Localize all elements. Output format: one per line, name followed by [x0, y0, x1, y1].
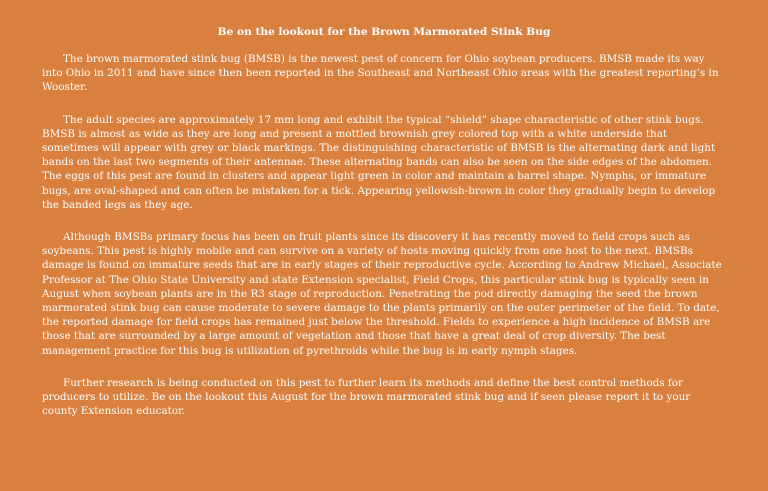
article-title: Be on the lookout for the Brown Marmorated Stink Bug	[217, 26, 551, 38]
paragraph-further-research: Further research is being conducted on this pest to further learn its methods and define the best control methods for producers to utilize. Be on the lookout this August for the brown marmorated stink bug and if seen please report it to your county Extension educator.	[42, 376, 691, 418]
paragraph-identification: The adult species are approximately 17 mm long and exhibit the typical “shield” shape characteristic of other stink bugs. BMSB is almost as wide as they are long and present a mottled brownish grey colored top with a white underside that sometimes will appear with grey or black markings. The distinguishing characteristic of BMSB is the alternating dark and light bands on the last two segments of their antennae. These alternating bands can also be seen on the side edges of the abdomen. The eggs of this pest are found in clusters and appear light green in color and maintain a barrel shape. Nymphs, or immature bugs, are oval-shaped and can often be mistaken for a tick. Appearing yellowish-brown in color they gradually begin to develop the banded legs as they age.	[42, 113, 716, 211]
paragraph-introduction: The brown marmorated stink bug (BMSB) is the newest pest of concern for Ohio soybean producers. BMSB made its way into Ohio in 2011 and have since then been reported in the Southeast and Northeast Ohio areas with the greatest reporting’s in Wooster.	[42, 53, 719, 94]
paragraph-damage: Although BMSBs primary focus has been on fruit plants since its discovery it has recently moved to field crops such as soybeans. This pest is highly mobile and can survive on a variety of hosts moving quickly from one host to the next. BMSBs damage is found on immature seeds that are in early stages of their reproductive cycle. According to Andrew Michael, Associate Professor at The Ohio State University and state Extension specialist, Field Crops, this particular stink bug is typically seen in August when soybean plants are in the R3 stage of reproduction. Penetrating the pod directly damaging the seed the brown marmorated stink bug can cause moderate to severe damage to the plants primarily on the outer perimeter of the field. To date, the reported damage for field crops has remained just below the threshold. Fields to experience a high incidence of BMSB are those that are surrounded by a large amount of vegetation and those that have a great deal of crop diversity. The best management practice for this bug is utilization of pyrethroids while the bug is in early nymph stages.	[42, 231, 722, 357]
